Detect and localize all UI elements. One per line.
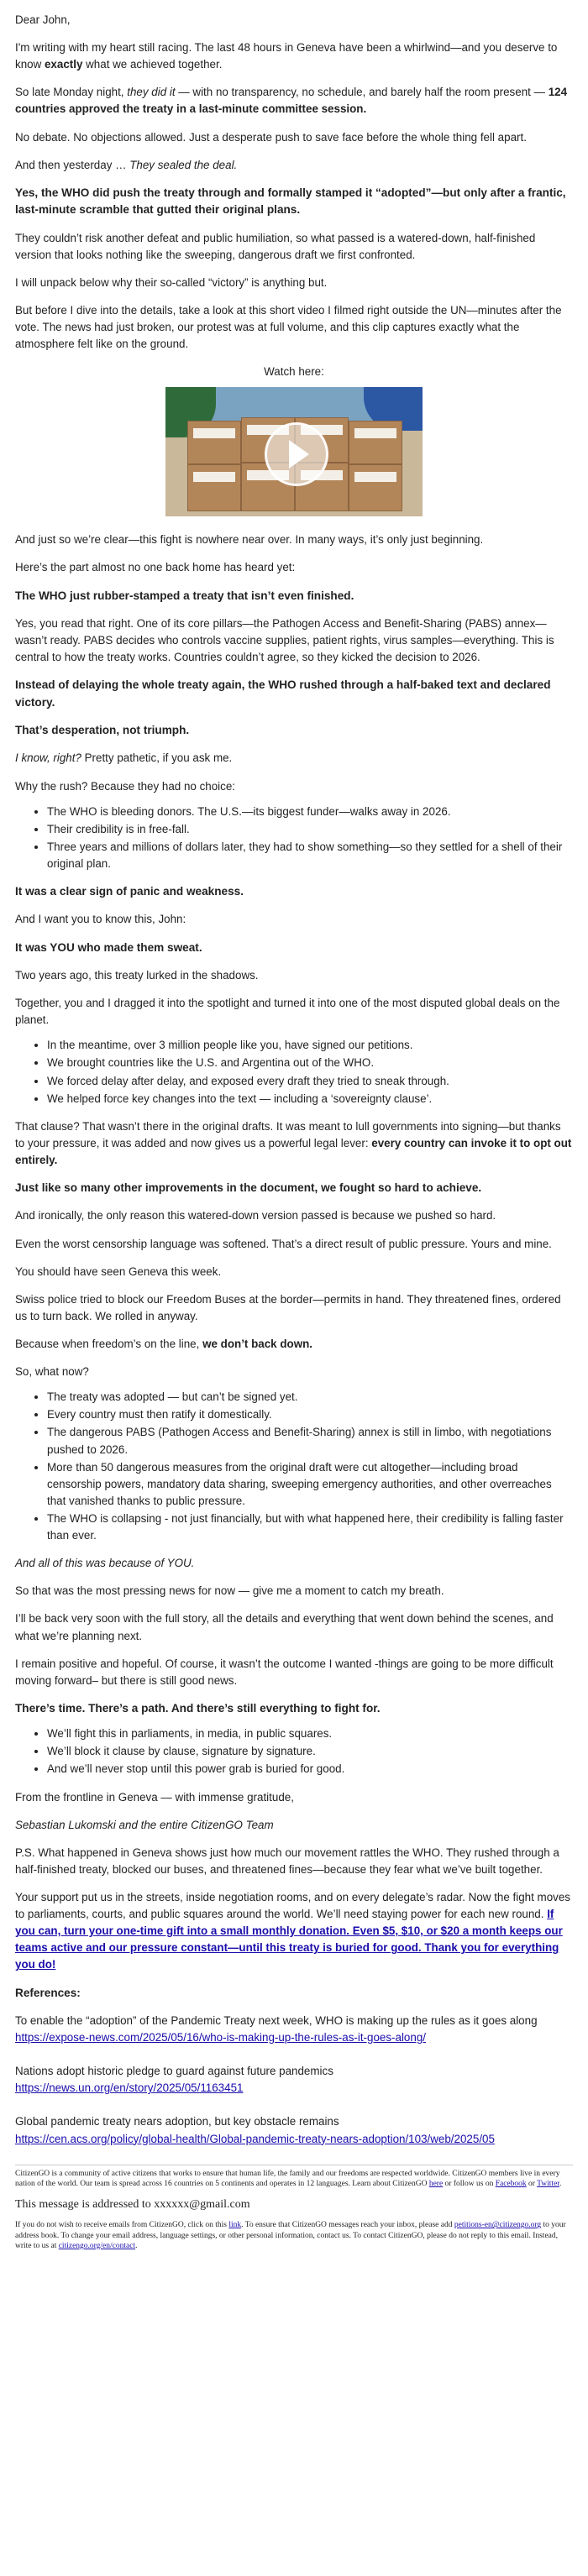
- about-here-link[interactable]: here: [428, 2179, 444, 2188]
- addressed-to: This message is addressed to xxxxxx@gmail.com: [15, 2198, 250, 2212]
- paragraph-adopted: Yes, the WHO did push the treaty through and formally stamped it “adopted”—but only after a frantic, last-minute scramble that gutted their original plans.: [15, 186, 566, 217]
- paragraph-know-this: And I want you to know this, John:: [15, 913, 186, 926]
- footer-unsubscribe: If you do not wish to receive emails from CitizenGO, click on this link. To ensure that CitizenGO messages reach your inbox, please add petitions-en@citizengo.org to your address book. To change your email address, language settings, or other personal information, contact us. To contact CitizenGO, please do not reply to this email. Instead, write to us at citizengo.org/en/contact.: [15, 2221, 566, 2250]
- paragraph-improvements: Just like so many other improvements in the document, we fought so hard to achieve.: [15, 1181, 482, 1195]
- list-reasons: [15, 804, 573, 872]
- list-item: • The dangerous PABS (Pathogen Access and Benefit-Sharing) annex is still in limbo, with negotiations pushed to 2026.: [47, 1424, 573, 1458]
- paragraph-censorship: Even the worst censorship language was softened. That’s a direct result of public pressure. Yours and mine.: [15, 1237, 552, 1250]
- list-item: • We helped force key changes into the text — including a ‘sovereignty clause’.: [47, 1091, 573, 1107]
- list-item: • The WHO is bleeding donors. The U.S.—its biggest funder—walks away in 2026.: [47, 804, 573, 820]
- paragraph-monday: So late Monday night, they did it — with no transparency, no schedule, and barely half the room present — 124 countries approved the treaty in a last-minute committee session.: [15, 86, 568, 116]
- paragraph-time-path: There’s time. There’s a path. And there’s still everything to fight for.: [15, 1701, 381, 1715]
- paragraph-back-soon: I’ll be back very soon with the full story, all the details and everything that went down behind the scenes, and what we’re planning next.: [15, 1612, 554, 1642]
- paragraph-watered-down: They couldn’t risk another defeat and public humiliation, so what passed is a watered-down, half-finished version that looks nothing like the sweeping, dangerous draft we first confronted.: [15, 231, 536, 261]
- paragraph-two-years: Two years ago, this treaty lurked in the shadows.: [15, 968, 259, 982]
- video-box: [349, 464, 402, 511]
- list-status: [15, 1389, 573, 1544]
- reference-link[interactable]: https://news.un.org/en/story/2025/05/1163451: [15, 2081, 244, 2095]
- paragraph-rubber-stamped: The WHO just rubber-stamped a treaty that isn’t even finished.: [15, 589, 354, 602]
- paragraph-geneva: You should have seen Geneva this week.: [15, 1264, 222, 1278]
- video-thumbnail[interactable]: [165, 387, 423, 516]
- video-box: [349, 421, 402, 464]
- paragraph-not-over: And just so we’re clear—this fight is nowhere near over. In many ways, it’s only just beginning.: [15, 533, 484, 547]
- list-item: • We’ll fight this in parliaments, in media, in public squares.: [47, 1725, 573, 1742]
- video-box: [187, 421, 241, 464]
- donate-link[interactable]: If you can, turn your one-time gift into a small monthly donation. Even $5, $10, or $20 a month keeps our teams active and our pressure constant—until this treaty is buried for good. Thank you for everything you do!: [15, 1908, 563, 1971]
- paragraph-pathetic: I know, right? Pretty pathetic, if you ask me.: [15, 751, 233, 765]
- paragraph-support: Your support put us in the streets, inside negotiation rooms, and on every delegate’s radar. Now the fight moves to parliaments, courts, and public squares around the world. We’ll need staying power for each new round. If you can, turn your one-time gift into a small monthly donation. Even $5, $10, or $20 a month keeps our teams active and our pressure constant—until this treaty is buried for good. Thank you for everything you do!: [15, 1891, 570, 1971]
- paragraph-pabs: Yes, you read that right. One of its core pillars—the Pathogen Access and Benefit-Sharing (PABS) annex—wasn’t ready. PABS decides who controls vaccine supplies, patient rights, virus samples—everything. This is central to how the treaty works. Countries couldn’t agree, so they kicked the decision to 2026.: [15, 616, 554, 664]
- paragraph-no-debate: No debate. No objections allowed. Just a desperate push to save face before the whole thing fell apart.: [15, 130, 527, 144]
- list-item: • The treaty was adopted — but can’t be signed yet.: [47, 1389, 573, 1406]
- paragraph-pressing-news: So that was the most pressing news for now — give me a moment to catch my breath.: [15, 1584, 444, 1598]
- paragraph-ironically: And ironically, the only reason this watered-down version passed is because we pushed so hard.: [15, 1209, 496, 1223]
- unsubscribe-link[interactable]: link: [228, 2221, 242, 2230]
- paragraph-desperation: That’s desperation, not triumph.: [15, 724, 190, 737]
- reference-item: To enable the “adoption” of the Pandemic Treaty next week, WHO is making up the rules as it goes along https://expose-news.com/2025/05/16/who-is-making-up-the-rules-as-it-goes-along/: [15, 2013, 538, 2045]
- paragraph-police: Swiss police tried to block our Freedom Buses at the border—permits in hand. They threatened fines, ordered us to turn back. We rolled in anyway.: [15, 1292, 561, 1322]
- reference-link[interactable]: https://cen.acs.org/policy/global-health/Global-pandemic-treaty-nears-adoption/103/web/2025/05: [15, 2132, 495, 2145]
- paragraph-freedom: Because when freedom’s on the line, we don’t back down.: [15, 1338, 313, 1350]
- list-item: • We’ll block it clause by clause, signature by signature.: [47, 1743, 573, 1760]
- references-heading: References:: [15, 1986, 81, 1999]
- list-achievements: [15, 1037, 573, 1107]
- paragraph-part: Here’s the part almost no one back home has heard yet:: [15, 561, 296, 574]
- signature: Sebastian Lukomski and the entire CitizenGO Team: [15, 1818, 274, 1831]
- paragraph-ps: P.S. What happened in Geneva shows just how much our movement rattles the WHO. They rushed through a half-finished treaty, blocked our buses, and threatened fines—because they fear what we’ve built together.: [15, 1846, 559, 1876]
- reference-item: Global pandemic treaty nears adoption, but key obstacle remains https://cen.acs.org/policy/global-health/Global-pandemic-treaty-nears-adoption/103/web/2025/05: [15, 2115, 495, 2145]
- paragraph-what-now: So, what now?: [15, 1365, 89, 1379]
- list-item: • Three years and millions of dollars later, they had to show something—so they settled for a shell of their original plan.: [47, 839, 573, 872]
- twitter-link[interactable]: Twitter: [537, 2179, 559, 2188]
- footer-about: CitizenGO is a community of active citizens that works to ensure that human life, the family and our freedoms are respected worldwide. CitizenGO members live in every nation of the world. Our team is spread across 16 countries on 5 continents and operates in 12 languages. Learn about CitizenGO here or follow us on Facebook or Twitter.: [15, 2169, 562, 2188]
- paragraph-yesterday: And then yesterday … They sealed the deal.: [15, 158, 238, 171]
- watch-label: Watch here:: [264, 365, 324, 379]
- list-item: • Every country must then ratify it domestically.: [47, 1406, 573, 1423]
- list-item: • The WHO is collapsing - not just financially, but with what happened here, their credibility is falling faster than ever.: [47, 1511, 573, 1544]
- paragraph-why-rush: Why the rush? Because they had no choice:: [15, 779, 236, 793]
- paragraph-panic: It was a clear sign of panic and weakness.: [15, 885, 244, 898]
- paragraph-because-of-you: And all of this was because of YOU.: [15, 1557, 195, 1570]
- paragraph-sweat: It was YOU who made them sweat.: [15, 940, 202, 954]
- sender-email-link[interactable]: petitions-en@citizengo.org: [454, 2221, 542, 2230]
- paragraph-clause: That clause? That wasn’t there in the original drafts. It was meant to lull governments into signing—but thanks to your pressure, it was added and now gives us a powerful legal lever: every country can invoke it to opt out entirely.: [15, 1119, 572, 1166]
- reference-item: Nations adopt historic pledge to guard against future pandemics https://news.un.org/en/story/2025/05/1163451: [15, 2065, 333, 2095]
- video-box: [187, 464, 241, 511]
- paragraph-unpack: I will unpack below why their so-called “victory” is anything but.: [15, 275, 328, 289]
- list-item: • We brought countries like the U.S. and Argentina out of the WHO.: [47, 1055, 573, 1071]
- paragraph-positive: I remain positive and hopeful. Of course, it wasn’t the outcome I wanted -things are going to be more difficult moving forward– but there is still good news.: [15, 1657, 554, 1687]
- list-item: • We forced delay after delay, and exposed every draft they tried to sneak through.: [47, 1073, 573, 1090]
- list-item: • In the meantime, over 3 million people like you, have signed our petitions.: [47, 1037, 573, 1054]
- reference-link[interactable]: https://expose-news.com/2025/05/16/who-is-making-up-the-rules-as-it-goes-along/: [15, 2031, 426, 2045]
- paragraph-together: Together, you and I dragged it into the spotlight and turned it into one of the most disputed global deals on the planet.: [15, 997, 560, 1027]
- list-item: • More than 50 dangerous measures from the original draft were cut altogether—including broad censorship powers, mandatory data sharing, sweeping emergency authorities, and other overreaches that vanished thanks to public pressure.: [47, 1459, 573, 1510]
- paragraph-video-intro: But before I dive into the details, take a look at this short video I filmed right outside the UN—minutes after the vote. The news had just broken, our protest was at full volume, and this clip captures exactly what the atmosphere felt like on the ground.: [15, 303, 562, 351]
- list-item: • Their credibility is in free-fall.: [47, 821, 573, 838]
- paragraph-signoff: From the frontline in Geneva — with immense gratitude,: [15, 1790, 294, 1804]
- paragraph-intro: I'm writing with my heart still racing. The last 48 hours in Geneva have been a whirlwind—and you deserve to know exactly what we achieved together.: [15, 41, 558, 71]
- play-icon[interactable]: [265, 422, 328, 486]
- paragraph-half-baked: Instead of delaying the whole treaty again, the WHO rushed through a half-baked text and declared victory.: [15, 678, 551, 709]
- facebook-link[interactable]: Facebook: [495, 2179, 527, 2188]
- greeting: Dear John,: [15, 13, 71, 26]
- list-fight: [15, 1725, 573, 1778]
- list-item: • And we’ll never stop until this power grab is buried for good.: [47, 1761, 573, 1778]
- contact-link[interactable]: citizengo.org/en/contact: [58, 2241, 136, 2250]
